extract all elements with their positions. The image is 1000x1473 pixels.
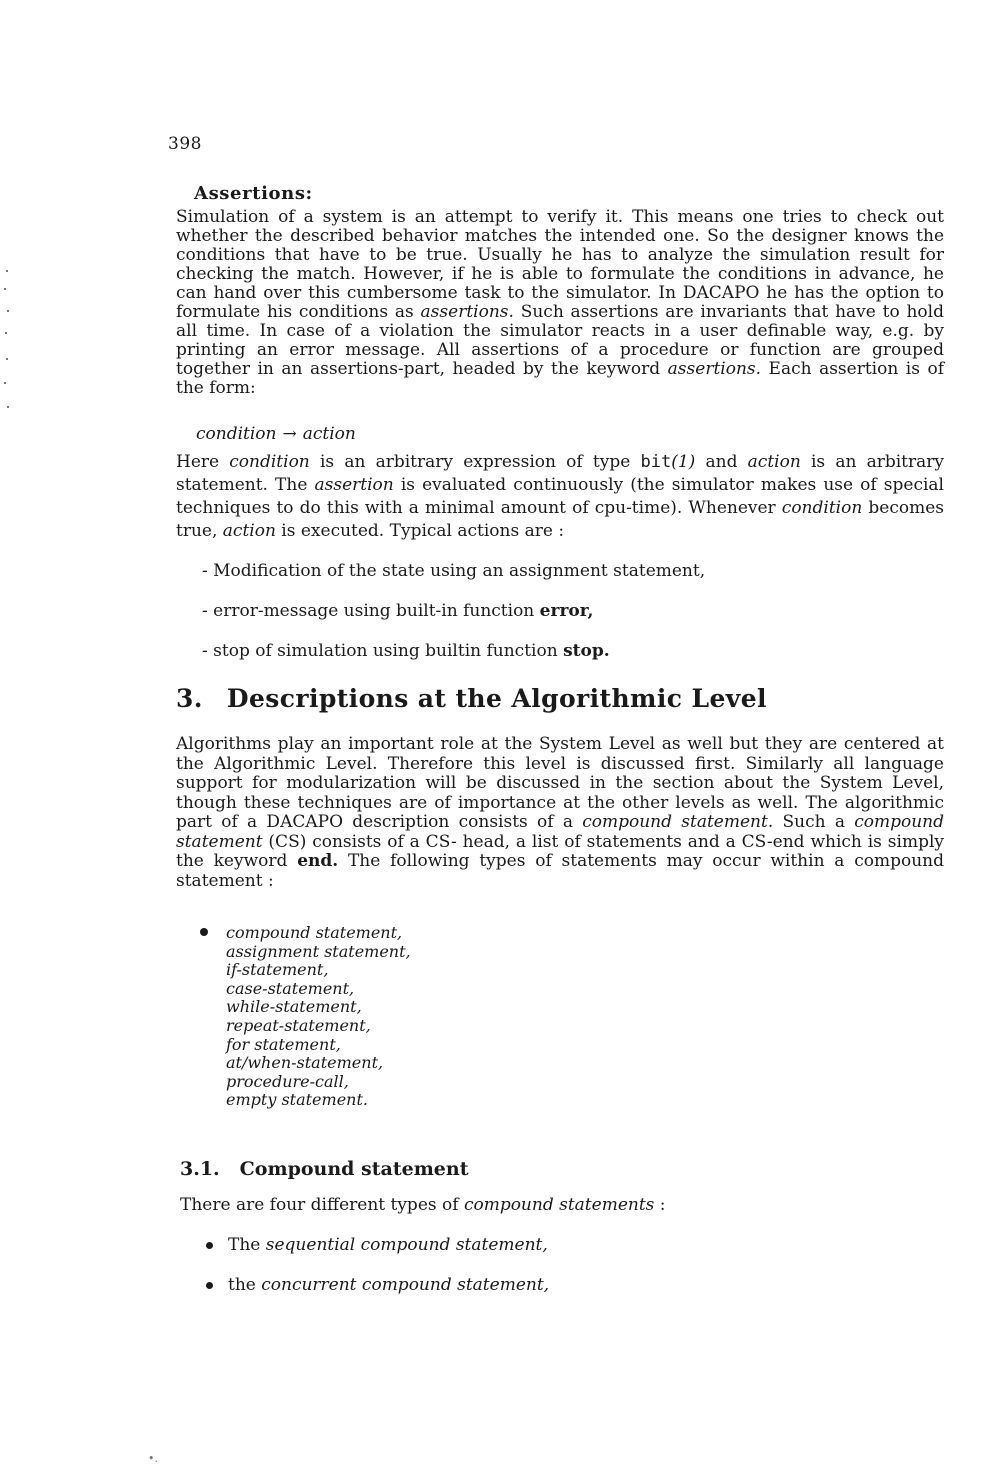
formula-action: action [302, 424, 356, 444]
subsection-title: 3.1. Compound statement [180, 1158, 469, 1180]
algorithmic-paragraph: Algorithms play an important role at the System Level as well but they are centered at the Algorithmic Level. Therefore this level is discussed first. Similarly all language support for modularization will be discussed in the section about the System Level, though these techniques are of importance at the other levels as well. The algorithmic part of a DACAPO description consists of a compound statement. Such a compound statement (CS) consists of a CS- head, a list of statements and a CS-end which is simply the keyword end. The following types of statements may occur within a compound statement : [176, 734, 945, 891]
list-item: at/when-statement, [226, 1053, 384, 1073]
here-paragraph: Here condition is an arbitrary expression of type bit(1) and action is an arbitrary statement. The assertion is evaluated continuously (the simulator makes use of special techniques to do this with a minimal amount of cpu-time). Whenever condition becomes true, action is executed. Typical actions are : [176, 452, 944, 541]
assertions-paragraph: Simulation of a system is an attempt to verify it. This means one tries to check out whether the described behavior matches the intended one. So the designer knows the conditions that have to be true. Usually he has to analyze the simulation result for checking the match. However, if he is able to formulate the conditions in advance, he can hand over this cumbersome task to the simulator. In DACAPO he has the option to formulate his conditions as assertions. Such assertions are invariants that have to hold all time. In case of a violation the simulator reacts in a user definable way, e.g. by printing an error message. All assertions of a procedure or function are grouped together in an assertions-part, headed by the keyword assertions. Each assertion is of the form: [176, 207, 944, 398]
assertions-heading: Assertions: [194, 183, 313, 204]
assertion-form [196, 424, 356, 444]
list-item: The sequential compound statement, [204, 1233, 549, 1273]
statement-types-list [202, 924, 411, 1110]
list-item: empty statement. [226, 1090, 368, 1110]
list-item: the concurrent compound statement, [204, 1273, 549, 1313]
scan-corner-mark: •. [148, 1452, 158, 1465]
section-title: 3. Descriptions at the Algorithmic Level [176, 684, 767, 713]
list-item: while-statement, [226, 997, 362, 1017]
formula-condition: condition [196, 424, 277, 444]
compound-types-intro: There are four different types of compound statements : [180, 1195, 666, 1215]
list-item: - stop of simulation using builtin function stop. [202, 641, 610, 661]
list-item: compound statement, [226, 923, 403, 942]
list-item: if-statement, [226, 960, 329, 980]
arrow-icon: → [282, 424, 297, 444]
typical-actions-list [202, 558, 705, 678]
list-item: - Modification of the state using an assignment statement, [202, 561, 706, 581]
list-item: procedure-call, [226, 1071, 349, 1091]
list-item: assignment statement, [226, 941, 411, 961]
page-number: 398 [168, 134, 202, 154]
list-item: repeat-statement, [226, 1015, 371, 1035]
scan-margin-marks [4, 270, 10, 410]
list-item: case-statement, [226, 978, 355, 998]
compound-types-list [204, 1233, 549, 1313]
list-item: for statement, [226, 1034, 341, 1054]
list-item: - error-message using built-in function error, [202, 601, 594, 621]
